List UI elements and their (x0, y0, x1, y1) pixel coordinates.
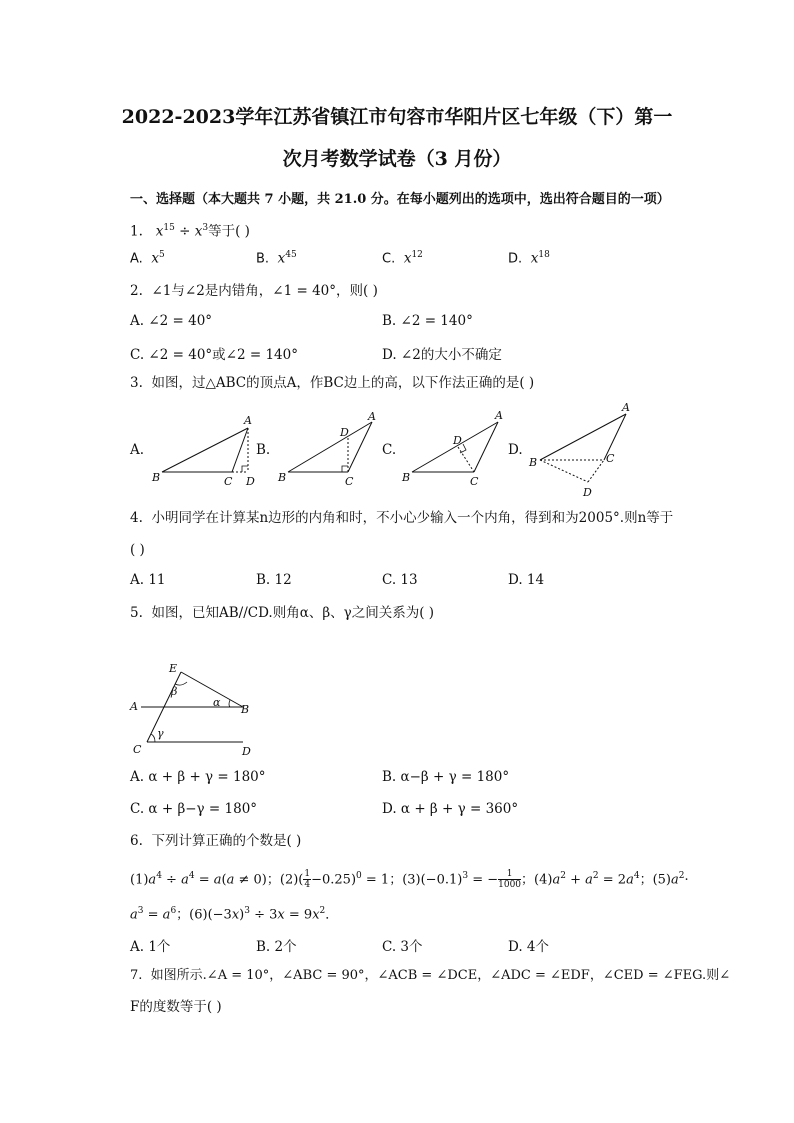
q1-option-c[interactable]: C. $x^{12}$ (382, 250, 423, 267)
question-7: 7. 如图所示.∠A = 10°，∠ABC = 90°，∠ACB = ∠DCE，∠ADC = ∠EDF，∠CED = ∠FEG.则∠ (130, 968, 731, 983)
q5-option-a[interactable]: A. α + β + γ = 180° (130, 769, 266, 785)
svg-text:A: A (368, 410, 376, 423)
q6-expressions-line1: $(1)a^4 \div a^4 = a(a \ne 0)$；(2)( $\frac{1}{4}$ −0.25)$^0$ = 1；$(3)(-0.1)^3$ = − $\frac{1}{1000}$ ；$(4)a^2 + a^2 = 2a^4$；$(5)a^2\cdot$ (130, 869, 689, 891)
q3-text: 如图，过△ABC的顶点A，作BC边上的高，以下作法正确的是( ) (151, 375, 535, 391)
question-6: 6. 下列计算正确的个数是( ) (130, 833, 302, 849)
q1-option-a[interactable]: A. $x^5$ (130, 250, 165, 267)
question-3: 3. 如图，过△ABC的顶点A，作BC边上的高，以下作法正确的是( ) (130, 375, 535, 391)
q2-option-b[interactable]: B. ∠2 = 140° (382, 313, 473, 329)
q5-option-b[interactable]: B. α−β + γ = 180° (382, 769, 510, 785)
q6-option-d[interactable]: D. 4个 (508, 939, 550, 955)
question-4: 4. 小明同学在计算某n边形的内角和时，不小心少输入一个内角，得到和为2005°.则n等于 (130, 510, 674, 526)
svg-text:C: C (133, 743, 142, 756)
question-1: 1. $x^{15} \div x^3$等于( ) (130, 223, 250, 240)
svg-text:B: B (152, 471, 161, 484)
svg-text:A: A (495, 409, 503, 422)
q3-option-a[interactable]: A. (130, 442, 145, 458)
q2-text: ∠1与∠2是内错角，∠1 = 40°，则( ) (151, 283, 378, 299)
q2-option-a[interactable]: A. ∠2 = 40° (130, 313, 213, 329)
q4-option-d[interactable]: D. 14 (508, 572, 545, 588)
q3-option-c[interactable]: C. (382, 442, 397, 458)
q4-option-c[interactable]: C. 13 (382, 572, 418, 588)
q3-figure-a (151, 414, 255, 488)
q4-option-a[interactable]: A. 11 (130, 572, 166, 588)
svg-text:D: D (246, 475, 255, 488)
q6-expressions-line2: $a^3 = a^6$；$(6)(-3x)^3 \div 3x = 9x^2$． (130, 906, 339, 923)
svg-text:C: C (470, 475, 479, 488)
svg-text:B: B (402, 471, 411, 484)
q6-text: 下列计算正确的个数是( ) (151, 833, 302, 849)
q5-option-c[interactable]: C. α + β−γ = 180° (130, 801, 258, 817)
q4-option-b[interactable]: B. 12 (256, 572, 292, 588)
q4-text: 小明同学在计算某n边形的内角和时，不小心少输入一个内角，得到和为2005°.则n等于 (151, 510, 674, 526)
q7-text-cont: F的度数等于( ) (130, 999, 222, 1015)
svg-text:α: α (213, 696, 221, 709)
q5-option-d[interactable]: D. α + β + γ = 360° (382, 801, 519, 817)
q6-option-b[interactable]: B. 2个 (256, 939, 297, 955)
q3-option-d[interactable]: D. (508, 442, 523, 458)
question-5: 5. 如图，已知AB//CD.则角α、β、γ之间关系为( ) (130, 605, 435, 621)
exam-title-line1: 2022-2023学年江苏省镇江市句容市华阳片区七年级（下）第一 (121, 106, 673, 128)
svg-text:C: C (345, 475, 354, 488)
q2-option-d[interactable]: D. ∠2的大小不确定 (382, 347, 502, 363)
q5-text: 如图，已知AB//CD.则角α、β、γ之间关系为( ) (151, 605, 435, 621)
q1-text: 等于( ) (208, 223, 250, 240)
q1-option-d[interactable]: D. $x^{18}$ (508, 250, 550, 267)
exam-title-line2: 次月考数学试卷（3 月份） (282, 148, 512, 170)
svg-text:D: D (340, 426, 349, 439)
svg-text:D: D (242, 745, 251, 758)
svg-text:B: B (241, 703, 250, 716)
q4-text-cont: ( ) (130, 542, 145, 558)
svg-text:B: B (278, 471, 287, 484)
q3-figure-d (528, 401, 630, 499)
svg-text:E: E (169, 662, 178, 675)
svg-text:β: β (171, 685, 178, 698)
section-heading: 一、选择题（本大题共 7 小题，共 21.0 分。在每小题列出的选项中，选出符合题目的一项） (130, 192, 670, 207)
svg-text:A: A (244, 414, 252, 427)
q1-number: 1. (130, 223, 143, 240)
svg-text:γ: γ (157, 727, 164, 740)
svg-text:C: C (606, 452, 615, 465)
q3-figures (140, 400, 680, 505)
svg-text:D: D (453, 434, 462, 447)
q1-option-b[interactable]: B. $x^{45}$ (256, 250, 297, 267)
q5-figure (125, 660, 275, 760)
svg-text:D: D (583, 486, 592, 499)
q6-option-c[interactable]: C. 3个 (382, 939, 423, 955)
svg-text:A: A (622, 401, 630, 414)
svg-text:A: A (130, 700, 138, 713)
q2-option-c[interactable]: C. ∠2 = 40°或∠2 = 140° (130, 347, 298, 363)
q7-text: 如图所示.∠A = 10°，∠ABC = 90°，∠ACB = ∠DCE，∠ADC = ∠EDF，∠CED = ∠FEG.则∠ (150, 968, 731, 983)
q6-option-a[interactable]: A. 1个 (130, 939, 171, 955)
svg-text:B: B (529, 456, 538, 469)
svg-text:C: C (224, 475, 233, 488)
q3-option-b[interactable]: B. (256, 442, 271, 458)
q3-figure-c (401, 409, 503, 488)
q3-figure-b (277, 410, 376, 488)
question-2: 2. ∠1与∠2是内错角，∠1 = 40°，则( ) (130, 283, 378, 299)
